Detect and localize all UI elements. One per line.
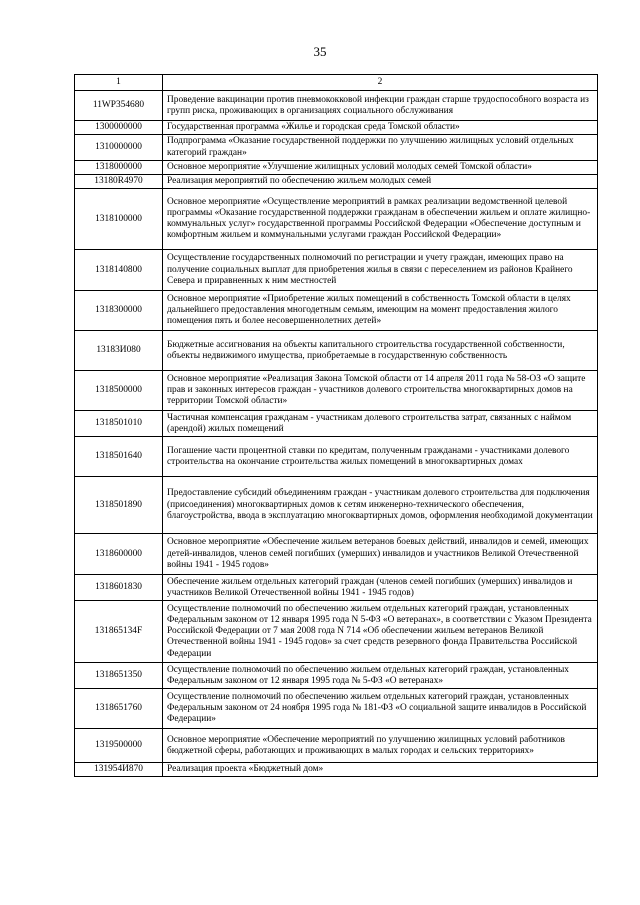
table-row	[75, 331, 598, 371]
description-cell: Основное мероприятие «Обеспечение мероприятий по улучшению жилищных условий работников бюджетной сферы, работающих и проживающих в малых городах и сельских территориях»	[163, 729, 598, 763]
description-cell: Осуществление полномочий по обеспечению жильем отдельных категорий граждан, установленных Федеральным законом от 12 января 1995 года N 5-ФЗ «О ветеранах», в соответствии с Указом Президента Российской Федерации от 7 мая 2008 года N 714 «Об обеспечении жильем ветеранов Великой Отечественной войны 1941 - 1945 годов» за счет средств резервного фонда Правительства Российской Федерации	[163, 601, 598, 663]
budget-code-cell: 1318501890	[75, 477, 163, 534]
description-cell: Частичная компенсация гражданам - участникам долевого строительства затрат, связанных с наймом (арендой) жилых помещений	[163, 411, 598, 437]
column-header-description: 2	[163, 75, 598, 91]
budget-code-cell: 1318501640	[75, 437, 163, 477]
page-number: 35	[313, 44, 327, 59]
column-header-code: 1	[75, 75, 163, 91]
budget-code-cell: 1300000000	[75, 121, 163, 135]
description-cell: Государственная программа «Жилье и городская среда Томской области»	[163, 121, 598, 135]
description-cell: Осуществление полномочий по обеспечению жильем отдельных категорий граждан, установленных Федеральным законом от 24 ноября 1995 года № 181-ФЗ «О социальной защите инвалидов в Российской Федерации»	[163, 689, 598, 729]
table-body	[75, 75, 598, 777]
description-cell: Предоставление субсидий объединениям граждан - участникам долевого строительства для подключения (присоединения) многоквартирных домов к сетям инженерно-технического обеспечения, благоустройства, ввода в эксплуатацию многоквартирных домов, оформления необходимой документации	[163, 477, 598, 534]
description-cell: Основное мероприятие «Приобретение жилых помещений в собственность Томской области в целях дальнейшего предоставления многодетным семьям, имеющим на момент предоставления жилого помещения пять и более несовершеннолетних детей»	[163, 291, 598, 331]
table-row	[75, 729, 598, 763]
table-row	[75, 663, 598, 689]
budget-code-cell: 11WP354680	[75, 91, 163, 121]
description-cell: Осуществление полномочий по обеспечению жильем отдельных категорий граждан, установленных Федеральным законом от 12 января 1995 года № 5-ФЗ «О ветеранах»	[163, 663, 598, 689]
budget-code-cell: 1318140800	[75, 250, 163, 291]
budget-code-cell: 13180R4970	[75, 175, 163, 189]
budget-code-table	[74, 74, 598, 777]
table-row	[75, 689, 598, 729]
table-row	[75, 575, 598, 601]
budget-code-cell: 131954И870	[75, 763, 163, 777]
table-row	[75, 250, 598, 291]
table-row	[75, 135, 598, 160]
description-cell: Основное мероприятие «Реализация Закона Томской области от 14 апреля 2011 года № 58-ОЗ «О защите прав и законных интересов граждан - участников долевого строительства многоквартирных домов на территории Томской области»	[163, 371, 598, 411]
budget-code-cell: 1318601830	[75, 575, 163, 601]
budget-code-cell: 1319500000	[75, 729, 163, 763]
description-cell: Обеспечение жильем отдельных категорий граждан (членов семей погибших (умерших) инвалидов и участников Великой Отечественной войны 1941 - 1945 годов)	[163, 575, 598, 601]
description-cell: Основное мероприятие «Осуществление мероприятий в рамках реализации ведомственной целевой программы «Оказание государственной поддержки гражданам в обеспечении жильем и оплате жилищно-коммунальных услуг» государственной программы Российской Федерации «Обеспечение доступным и комфортным жильем и коммунальными услугами граждан Российской Федерации»	[163, 189, 598, 250]
table-row	[75, 534, 598, 575]
description-cell: Осуществление государственных полномочий по регистрации и учету граждан, имеющих право на получение социальных выплат для приобретения жилья в связи с переселением из районов Крайнего Севера и приравненных к ним местностей	[163, 250, 598, 291]
budget-code-cell: 1318651350	[75, 663, 163, 689]
table-row	[75, 291, 598, 331]
description-cell: Бюджетные ассигнования на объекты капитального строительства государственной собственности, объекты недвижимого имущества, приобретаемые в государственную собственность	[163, 331, 598, 371]
budget-code-cell: 1318000000	[75, 160, 163, 174]
budget-code-cell: 1310000000	[75, 135, 163, 160]
table-header-row	[75, 75, 598, 91]
table-row	[75, 189, 598, 250]
table-row	[75, 160, 598, 174]
table-row	[75, 477, 598, 534]
description-cell: Реализация мероприятий по обеспечению жильем молодых семей	[163, 175, 598, 189]
budget-code-cell: 1318600000	[75, 534, 163, 575]
budget-code-cell: 13183И080	[75, 331, 163, 371]
table-row	[75, 437, 598, 477]
description-cell: Подпрограмма «Оказание государственной поддержки по улучшению жилищных условий отдельных категорий граждан»	[163, 135, 598, 160]
table-row	[75, 601, 598, 663]
description-cell: Погашение части процентной ставки по кредитам, полученным гражданами - участниками долевого строительства на окончание строительства жилых помещений в многоквартирных домах	[163, 437, 598, 477]
description-cell: Реализация проекта «Бюджетный дом»	[163, 763, 598, 777]
budget-code-cell: 1318100000	[75, 189, 163, 250]
description-cell: Основное мероприятие «Улучшение жилищных условий молодых семей Томской области»	[163, 160, 598, 174]
description-cell: Основное мероприятие «Обеспечение жильем ветеранов боевых действий, инвалидов и семей, имеющих детей-инвалидов, членов семей погибших (умерших) инвалидов и участников Великой Отечественной войны 1941 - 1945 годов»	[163, 534, 598, 575]
table-row	[75, 175, 598, 189]
table-row	[75, 121, 598, 135]
budget-code-cell: 1318651760	[75, 689, 163, 729]
description-cell: Проведение вакцинации против пневмококковой инфекции граждан старше трудоспособного возраста из групп риска, проживающих в организациях социального обслуживания	[163, 91, 598, 121]
table-row	[75, 763, 598, 777]
budget-code-cell: 1318300000	[75, 291, 163, 331]
table-row	[75, 91, 598, 121]
table-row	[75, 371, 598, 411]
budget-code-cell: 131865134F	[75, 601, 163, 663]
budget-code-cell: 1318501010	[75, 411, 163, 437]
budget-code-cell: 1318500000	[75, 371, 163, 411]
table-row	[75, 411, 598, 437]
